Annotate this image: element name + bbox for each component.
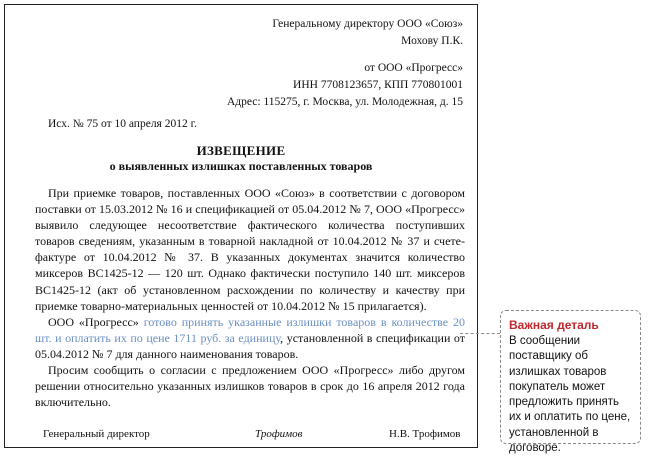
document-subtitle: о выявленных излишках поставленных товаров [109,159,373,173]
signatory-name: Н.В. Трофимов [389,428,461,440]
body-paragraph-1: При приемке товаров, поставленных ООО «Союз» в соответствии с договором поставки от 15.03.2012 № 16 и спецификацией от 05.04.2012 № 7, ООО «Прогресс» выявило следующее несоответствие фактического количества поступивших товаров сведениям, указанным в товарной накладной от 10.04.2012 № 37 и счете-фактуре от 10.04.2012 № 37. В указанных документах значится количество миксеров ВС1425-12 — 120 шт. Однако фактически поступило 140 шт. миксеров ВС1425-12 (акт об установленном расхождении по количеству и качеству при приемке товарно-материальных ценностей от 10.04.2012 № 15 прилагается). [35,186,465,313]
signatory-position: Генеральный директор [43,428,150,440]
recipient-line-2: Мохову П.К. [401,35,463,47]
highlighted-offer: готово принять указанные излишки товаров в количестве 20 шт. и оплатить их по цене 1711 руб. за единицу [35,314,465,345]
sender-block [227,60,463,111]
note-connector-line [460,333,500,334]
signature: Трофимов [255,428,303,440]
letter-body [35,185,465,410]
note-title: Важная деталь [509,318,599,332]
document-title: ИЗВЕЩЕНИЕ [196,143,286,158]
sender-line-3: Адрес: 115275, г. Москва, ул. Молодежная, д. 15 [227,96,463,108]
sender-line-1: от ООО «Прогресс» [364,62,463,74]
paragraph-2-start: ООО «Прогресс» [48,314,144,329]
sender-line-2: ИНН 7708123657, КПП 770801001 [293,79,463,91]
body-paragraph-2 [35,314,465,362]
important-detail-note [500,310,641,455]
recipient-line-1: Генеральному директору ООО «Союз» [272,18,463,30]
recipient-block [272,16,463,50]
paragraph-2-end: , установленной в спецификации от 05.04.2012 № 7 для данного наименования товаров. [35,330,465,361]
body-paragraph-3: Просим сообщить о согласии с предложением ООО «Прогресс» либо другом решении относительно указанных излишков товаров в срок до 16 апреля 2012 года включительно. [35,363,465,410]
letter-document [4,4,478,448]
note-text: В сообщении поставщику об излишках товаров покупатель может предложить принять их и оплатить по цене, установленной в договоре. [509,335,631,455]
outgoing-number: Исх. № 75 от 10 апреля 2012 г. [48,118,197,130]
